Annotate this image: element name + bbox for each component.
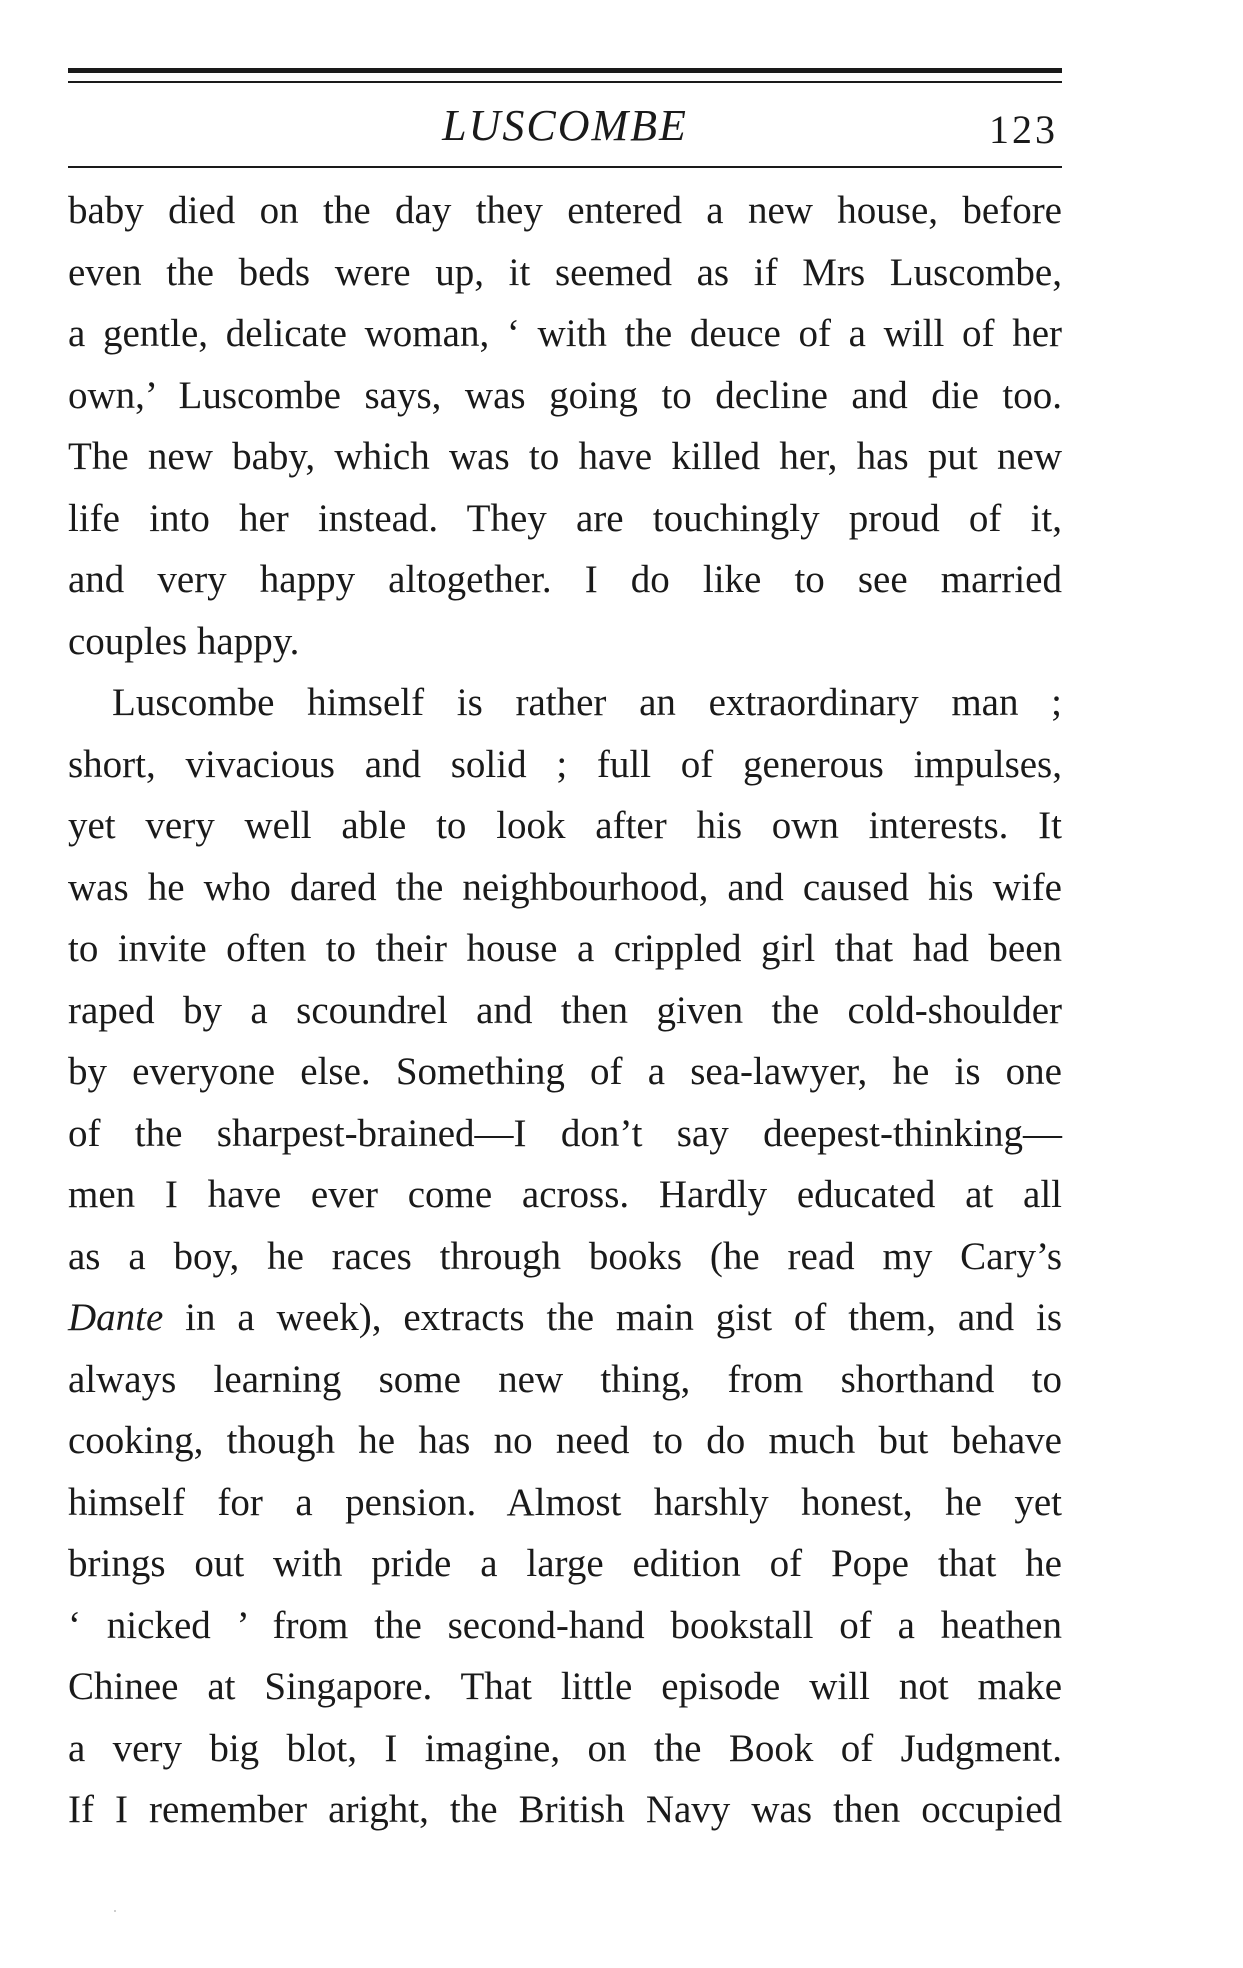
- body-text: [68, 180, 1062, 1841]
- paper-speck: [114, 1910, 116, 1912]
- top-thin-rule: [68, 81, 1062, 83]
- header-bottom-rule: [68, 166, 1062, 168]
- italic-title-dante: Dante: [68, 1296, 164, 1339]
- text-line: yet very well able to look after his own interests. It: [68, 804, 1062, 847]
- text-line: to invite often to their house a crippled girl that had been: [68, 927, 1062, 970]
- running-head: [68, 90, 1062, 162]
- text-line: [68, 1287, 1062, 1349]
- text-line: short, vivacious and solid ; full of generous impulses,: [68, 742, 1062, 786]
- text-line: The new baby, which was to have killed her, has put new: [68, 435, 1062, 478]
- page-number: 123: [989, 107, 1058, 152]
- text-line: cooking, though he has no need to do much but behave: [68, 1419, 1062, 1462]
- text-line-rest: in a week), extracts the main gist of them, and is: [163, 1296, 1062, 1339]
- text-line: life into her instead. They are touchingly proud of it,: [68, 496, 1062, 540]
- text-line: himself for a pension. Almost harshly honest, he yet: [68, 1480, 1062, 1524]
- text-line: a very big blot, I imagine, on the Book of Judgment.: [68, 1726, 1062, 1770]
- text-line: a gentle, delicate woman, ‘ with the deuce of a will of her: [68, 312, 1062, 355]
- text-line: of the sharpest-brained—I don’t say deepest-thinking—: [68, 1111, 1062, 1155]
- text-line: was he who dared the neighbourhood, and caused his wife: [68, 865, 1062, 909]
- text-line: and very happy altogether. I do like to see married: [68, 558, 1062, 601]
- text-line: Luscombe himself is rather an extraordinary man ;: [112, 681, 1062, 724]
- text-line: Chinee at Singapore. That little episode will not make: [68, 1665, 1062, 1708]
- text-line: baby died on the day they entered a new house, before: [68, 189, 1062, 232]
- text-line: ‘ nicked ’ from the second-hand bookstall of a heathen: [68, 1603, 1062, 1647]
- top-thick-rule: [68, 68, 1062, 73]
- text-line: If I remember aright, the British Navy was then occupied: [68, 1788, 1062, 1831]
- text-line: own,’ Luscombe says, was going to decline and die too.: [68, 373, 1062, 417]
- text-line: couples happy.: [68, 619, 300, 663]
- text-line: brings out with pride a large edition of Pope that he: [68, 1542, 1062, 1585]
- text-line: raped by a scoundrel and then given the cold-shoulder: [68, 988, 1062, 1032]
- text-line: men I have ever come across. Hardly educated at all: [68, 1173, 1062, 1216]
- text-line: by everyone else. Something of a sea-lawyer, he is one: [68, 1050, 1062, 1093]
- text-line: always learning some new thing, from shorthand to: [68, 1357, 1062, 1401]
- text-line: as a boy, he races through books (he read my Cary’s: [68, 1234, 1062, 1278]
- running-title: LUSCOMBE: [442, 101, 688, 150]
- text-line: even the beds were up, it seemed as if Mrs Luscombe,: [68, 250, 1062, 294]
